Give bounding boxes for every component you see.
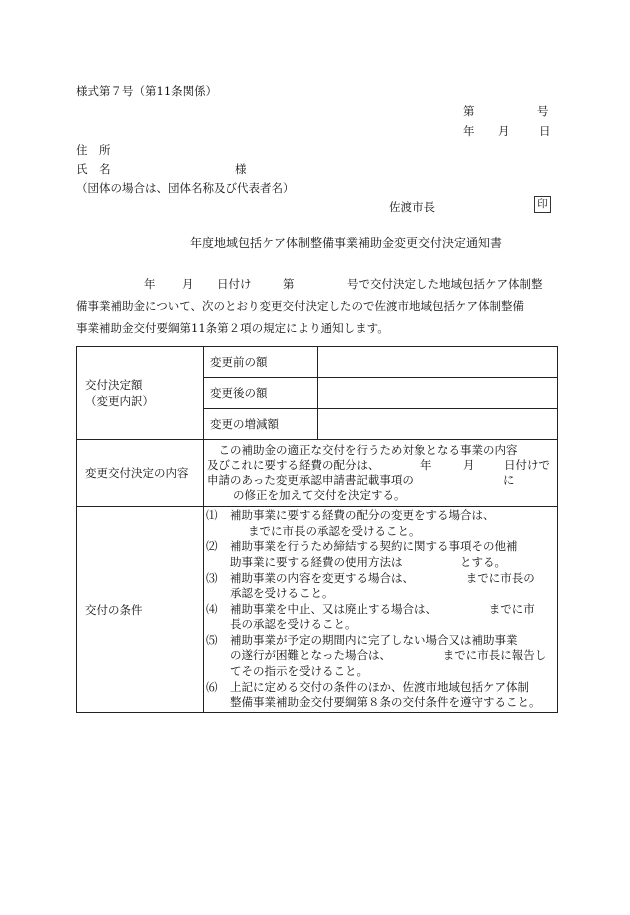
decision-line-3: 申請のあった変更承認申請書記載事項の に xyxy=(207,473,515,487)
grant-amount-label: 交付決定額 xyxy=(85,378,143,392)
decision-content-text xyxy=(204,440,558,507)
body-number-prefix: 第 xyxy=(283,277,295,291)
conditions-label: 交付の条件 xyxy=(77,507,204,713)
amount-diff-label: 変更の増減額 xyxy=(204,409,318,440)
body-line-3: 事業補助金交付要綱第11条第２項の規定により通知します。 xyxy=(76,321,389,335)
condition-item: ⑷ 補助事業を中止、又は廃止する場合は、 までに市 長の承認を受けること。 xyxy=(206,601,535,632)
conditions-list xyxy=(204,507,558,713)
grant-amount-sublabel: （変更内訳） xyxy=(85,394,154,408)
amount-after-value xyxy=(318,378,558,409)
grant-details-table xyxy=(76,346,558,713)
decision-line-2: 及びこれに要する経費の配分は、 年 月 日付けで xyxy=(207,458,550,472)
date-year-label: 年 xyxy=(463,124,475,138)
body-line-1-text: 号で交付決定した地域包括ケア体制整 xyxy=(347,277,543,291)
form-number-label: 様式第７号（第11条関係） xyxy=(76,84,218,98)
body-month: 月 xyxy=(182,277,194,291)
body-line-1 xyxy=(76,273,558,295)
group-note: （団体の場合は、団体名称及び代表者名） xyxy=(76,181,295,195)
decision-content-label: 変更交付決定の内容 xyxy=(77,440,204,507)
name-label: 氏 名 xyxy=(76,162,111,176)
grant-amount-label-cell xyxy=(77,347,204,440)
condition-item: ⑹ 上記に定める交付の条件のほか、佐渡市地域包括ケア体制 整備事業補助金交付要綱第８条の交付条件を遵守すること。 xyxy=(206,679,541,710)
amount-before-label: 変更前の額 xyxy=(204,347,318,378)
amount-before-value xyxy=(318,347,558,378)
condition-item: ⑸ 補助事業が予定の期間内に完了しない場合又は補助事業 の遂行が困難となった場合は、 までに市長に報告し てその指示を受けること。 xyxy=(206,632,547,679)
decision-line-1: この補助金の適正な交付を行うため対象となる事業の内容 xyxy=(218,443,518,457)
honorific-label: 様 xyxy=(235,162,247,176)
condition-item: ⑶ 補助事業の内容を変更する場合は、 までに市長の 承認を受けること。 xyxy=(206,570,535,601)
body-year: 年 xyxy=(144,277,156,291)
amount-after-label: 変更後の額 xyxy=(204,378,318,409)
document-title: 年度地域包括ケア体制整備事業補助金変更交付決定通知書 xyxy=(190,236,503,250)
date-month-label: 月 xyxy=(498,124,510,138)
issuer-label: 佐渡市長 xyxy=(389,200,435,214)
date-day-label: 日 xyxy=(539,124,551,138)
condition-item: ⑵ 補助事業を行うため締結する契約に関する事項その他補 助事業に要する経費の使用方法は とする。 xyxy=(206,539,518,569)
document-number-suffix: 号 xyxy=(537,104,549,118)
body-line-2: 備事業補助金について、次のとおり変更交付決定したので佐渡市地域包括ケア体制整備 xyxy=(76,299,525,313)
address-label: 住 所 xyxy=(76,143,111,157)
document-number-prefix: 第 xyxy=(463,104,475,118)
amount-diff-value xyxy=(318,409,558,440)
body-day-suffix: 日付け xyxy=(217,277,252,291)
seal-stamp: 印 xyxy=(534,196,551,213)
body-paragraph xyxy=(76,273,558,339)
condition-item: ⑴ 補助事業に要する経費の配分の変更をする場合は、 までに市長の承認を受けること。 xyxy=(206,508,495,538)
decision-line-4: の修正を加えて交付を決定する。 xyxy=(233,488,406,502)
